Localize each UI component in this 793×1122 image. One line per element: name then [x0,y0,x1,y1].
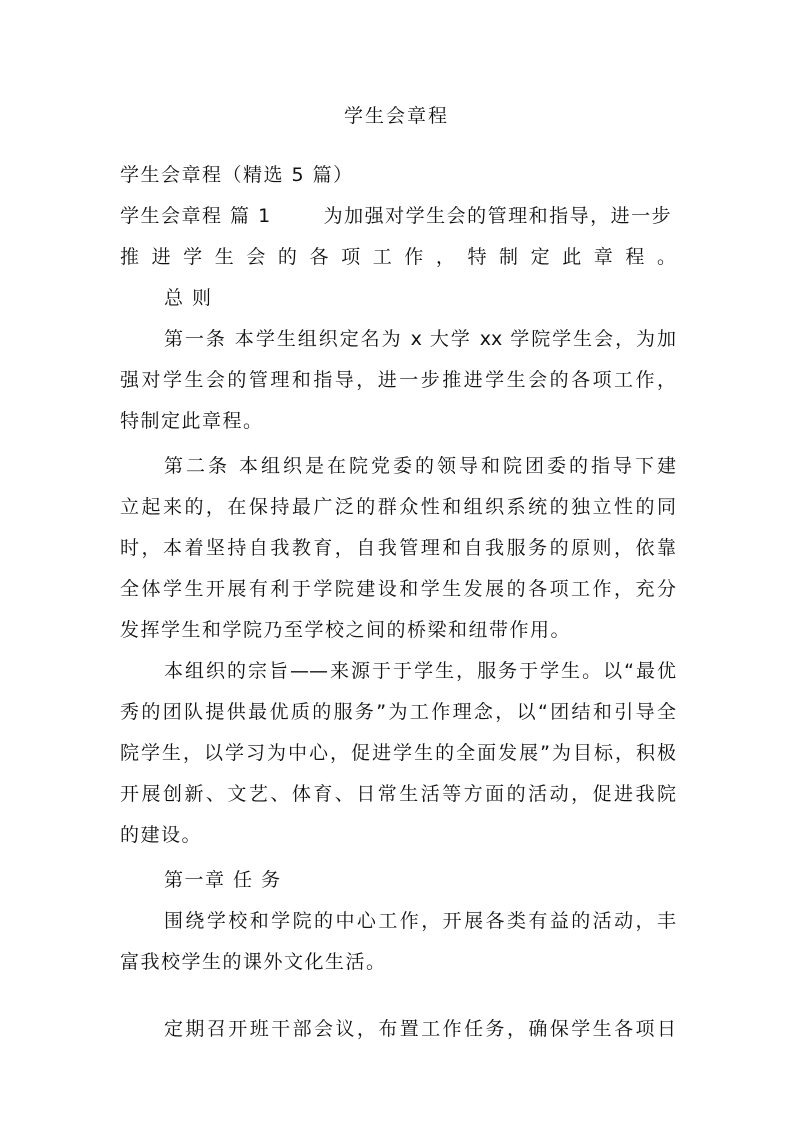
text-line: 秀的团队提供最优质的服务”为工作理念，以“团结和引导全 [120,701,676,723]
text-line: 本组织的宗旨——来源于于学生，服务于学生。以“最优 [164,660,676,682]
text-line: 强对学生会的管理和指导，进一步推进学生会的各项工作， [120,369,676,391]
text-line: 围绕学校和学院的中心工作，开展各类有益的活动，丰 [164,910,676,932]
text-line-segment: 为加强对学生会的管理和指导，进一步 [323,205,673,227]
section-heading: 总 则 [164,287,213,309]
section-heading: 学生会章程 篇 1 [120,205,272,227]
text-line: 定期召开班干部会议，布置工作任务，确保学生各项日 [164,1018,676,1040]
text-line: 富我校学生的课外文化生活。 [120,951,387,973]
text-line: 发挥学生和学院乃至学校之间的桥梁和纽带作用。 [120,619,572,641]
text-line: 第一条 本学生组织定名为 x 大学 xx 学院学生会，为加 [164,328,676,350]
text-line: 特制定此章程。 [120,410,264,432]
text-line: 立起来的，在保持最广泛的群众性和组织系统的独立性的同 [120,496,676,518]
text-line: 第二条 本组织是在院党委的领导和院团委的指导下建 [164,455,676,477]
text-line: 的建设。 [120,824,203,846]
text-line: 推进学生会的各项工作，特制定此章程。 [120,246,676,268]
subtitle-line: 学生会章程（精选 5 篇） [120,164,354,186]
text-line: 时，本着坚持自我教育，自我管理和自我服务的原则，依靠 [120,537,676,559]
document-title: 学生会章程 [343,105,449,127]
text-line: 开展创新、文艺、体育、日常生活等方面的活动，促进我院 [120,783,676,805]
text-line: 全体学生开展有利于学院建设和学生发展的各项工作，充分 [120,578,676,600]
section-heading: 第一章 任 务 [164,869,282,891]
text-line: 院学生，以学习为中心，促进学生的全面发展”为目标，积极 [120,742,676,764]
text-line [120,201,676,231]
